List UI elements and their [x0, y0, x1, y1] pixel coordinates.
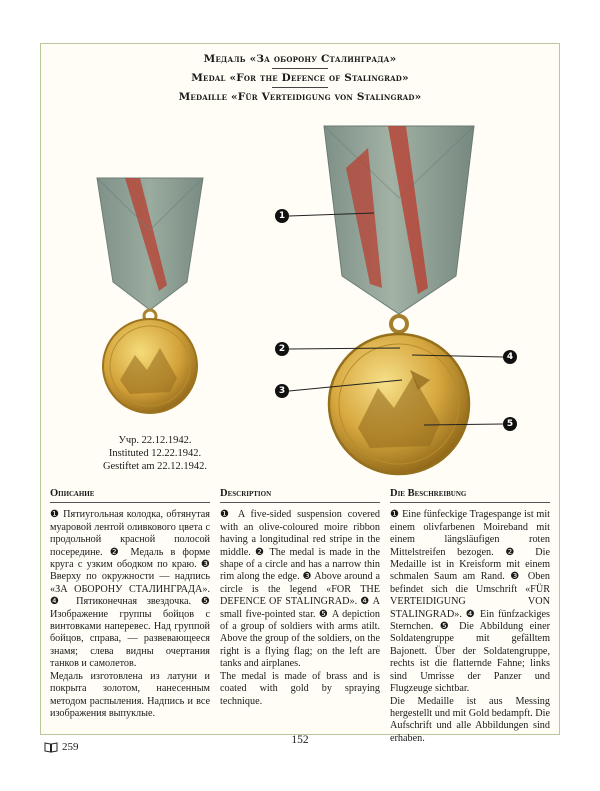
caption-ru: Учр. 22.12.1942. — [118, 435, 192, 446]
callout-2: 2 — [275, 342, 289, 356]
column-russian — [50, 488, 210, 720]
material-en: The medal is made of brass and is coated with gold by spraying technique. — [220, 670, 380, 707]
material-de: Die Medaille ist aus Messing hergestellt und mit Gold bedampft. Die Aufschrift und alle Abbildungen sind erhaben. — [390, 695, 550, 744]
caption-en: Instituted 12.22.1942. — [108, 448, 202, 459]
page-number: 152 — [291, 734, 309, 746]
description-de: ❶ Eine fünfeckige Tragespange ist mit einem olivfarbenen Moireband mit einem längsläufigen roten Mittelstreifen bezogen. ❷ Die Medaille ist in Kreisform mit einem schmalen Saum am Rand. ❸ Oben befindet sich die Umschrift «FÜR VERTEIDIGUNG VON STALINGRAD». ❹ Ein fünfzackiges Sternchen. ❺ Die Abbildung einer Soldatengruppe mit gefälltem Bajonett. Über der Soldatengruppe, rechts ist die flatternde Fahne; links sind Umrisse der Panzer und Flugzeuge sichtbar. — [390, 509, 550, 695]
column-heading-ru: Описание — [50, 488, 210, 503]
callout-1: 1 — [275, 209, 289, 223]
column-heading-en: Description — [220, 488, 380, 503]
title-ru: Медаль «За оборону Сталинграда» — [203, 53, 397, 65]
callout-4: 4 — [503, 350, 517, 364]
column-german — [390, 488, 550, 745]
catalog-number: 259 — [62, 741, 79, 753]
callout-5: 5 — [503, 417, 517, 431]
description-ru: ❶ Пятиугольная колодка, обтянутая муаровой лентой оливкового цвета с продольной красной полосой посередине. ❷ Медаль в форме круга с узким ободком по краю. ❸ Вверху по окружности — надпись «ЗА ОБОРОНУ СТАЛИНГРАДА». ❹ Пятиконечная звездочка. ❺ Изображение группы бойцов с винтовками наперевес. Над группой бойцов, справа, — развевающееся знамя; слева видны очертания танков и самолетов. — [50, 509, 210, 670]
caption-de: Gestiftet am 22.12.1942. — [102, 461, 208, 472]
description-en: ❶ A five-sided suspension covered with an olive-coloured moire ribbon having a longitudinal red stripe in the middle. ❷ The medal is made in the shape of a circle and has a narrow thin rim along the edge. ❸ Above around a circle is the legend «FOR THE DEFENCE OF STALINGRAD». ❹ A small five-pointed star. ❺ A depiction of a group of soldiers with arms atilt. Above the group of the soldiers, on the right is a flying flag; on the left are tanks and airplanes. — [220, 509, 380, 670]
material-ru: Медаль изготовлена из латуни и покрыта золотом, нанесенным методом распыления. Надпись и все изображения выпуклые. — [50, 670, 210, 719]
column-heading-de: Die Beschreibung — [390, 488, 550, 503]
column-english — [220, 488, 380, 708]
title-de: Medaille «Für Verteidigung von Stalingrad» — [178, 91, 422, 103]
callout-3: 3 — [275, 384, 289, 398]
title-en: Medal «For the Defence of Stalingrad» — [191, 72, 409, 84]
